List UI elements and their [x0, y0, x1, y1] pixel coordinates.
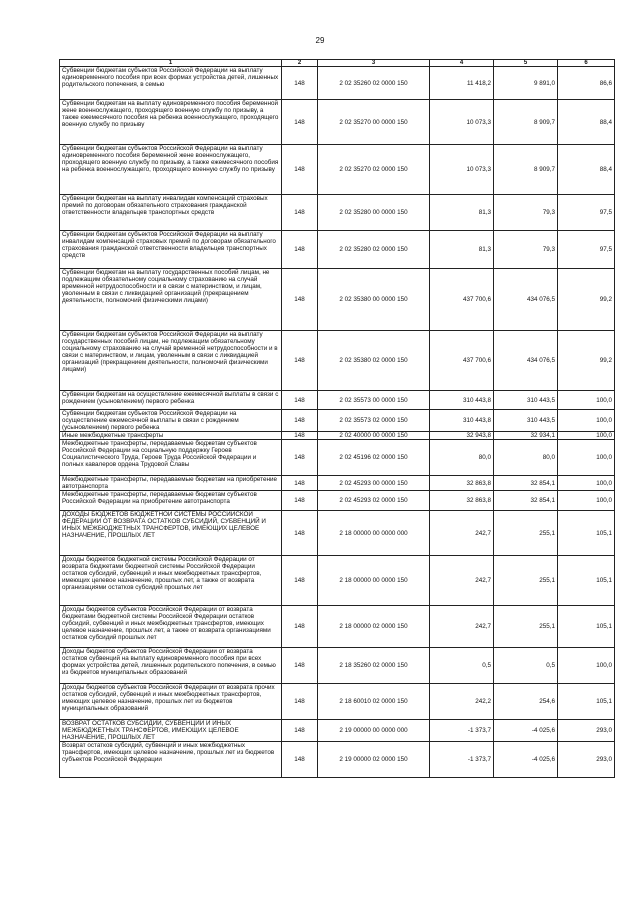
cell-code: 2 19 00000 02 0000 150 — [318, 742, 430, 778]
table-row — [60, 391, 615, 410]
cell-code: 2 02 35573 02 0000 150 — [318, 410, 430, 432]
cell-code: 2 02 45196 02 0000 150 — [318, 440, 430, 476]
header-row — [60, 60, 615, 67]
table-row — [60, 556, 615, 606]
cell-name: Субвенции бюджетам субъектов Российской Федерации на выплату единовременного пособия при всех формах устройства детей, лишенных родительского попечения, в семью — [60, 67, 282, 100]
cell-code: 2 02 45293 00 0000 150 — [318, 476, 430, 491]
cell-pct: 100,0 — [558, 440, 615, 476]
cell-admin: 148 — [282, 67, 318, 100]
table-row — [60, 684, 615, 720]
cell-admin: 148 — [282, 511, 318, 556]
cell-code: 2 02 35380 00 0000 150 — [318, 269, 430, 331]
cell-pct: 97,5 — [558, 195, 615, 231]
cell-fact: 255,1 — [494, 606, 558, 648]
cell-code: 2 19 00000 00 0000 000 — [318, 720, 430, 742]
cell-plan: 437 700,6 — [430, 269, 494, 331]
table-row — [60, 440, 615, 476]
cell-plan: 32 863,8 — [430, 491, 494, 511]
cell-code: 2 02 35270 02 0000 150 — [318, 145, 430, 195]
cell-pct: 105,1 — [558, 511, 615, 556]
cell-plan: 81,3 — [430, 195, 494, 231]
cell-plan: -1 373,7 — [430, 742, 494, 778]
cell-admin: 148 — [282, 195, 318, 231]
cell-admin: 148 — [282, 720, 318, 742]
cell-pct: 88,4 — [558, 100, 615, 145]
header-cell: 6 — [558, 60, 615, 67]
cell-name: Возврат остатков субсидий, субвенций и иных межбюджетных трансфертов, имеющих целевое назначение, прошлых лет из бюджетов субъектов Российской Федерации — [60, 742, 282, 778]
cell-pct: 100,0 — [558, 410, 615, 432]
cell-fact: 255,1 — [494, 556, 558, 606]
cell-code: 2 02 35573 00 0000 150 — [318, 391, 430, 410]
cell-pct: 86,6 — [558, 67, 615, 100]
cell-name: Доходы бюджетов субъектов Российской Федерации от возврата остатков субвенций на выплату единовременного пособия при всех формах устройства детей, лишенных родительского попечения, в семью из бюджетов муниципальных образований — [60, 648, 282, 684]
cell-code: 2 02 35270 00 0000 150 — [318, 100, 430, 145]
table-row — [60, 511, 615, 556]
cell-pct: 99,2 — [558, 331, 615, 391]
cell-fact: 434 076,5 — [494, 331, 558, 391]
header-cell: 5 — [494, 60, 558, 67]
cell-plan: 10 073,3 — [430, 145, 494, 195]
cell-fact: 310 443,5 — [494, 391, 558, 410]
table-row — [60, 231, 615, 269]
cell-code: 2 02 40000 00 0000 150 — [318, 432, 430, 440]
cell-name: Межбюджетные трансферты, передаваемые бюджетам субъектов Российской Федерации на социальную поддержку Героев Социалистического Труда, Героев Труда Российской Федерации и полных кавалеров ордена Трудовой Славы — [60, 440, 282, 476]
cell-fact: 255,1 — [494, 511, 558, 556]
header-cell: 2 — [282, 60, 318, 67]
cell-code: 2 18 35260 02 0000 150 — [318, 648, 430, 684]
cell-fact: 8 909,7 — [494, 100, 558, 145]
cell-plan: -1 373,7 — [430, 720, 494, 742]
cell-admin: 148 — [282, 476, 318, 491]
header-cell: 1 — [60, 60, 282, 67]
cell-name: Субвенции бюджетам субъектов Российской Федерации на осуществление ежемесячной выплаты в связи с рождением (усыновлением) первого ребенка — [60, 410, 282, 432]
cell-name: Субвенции бюджетам субъектов Российской Федерации на выплату единовременного пособия беременной жене военнослужащего, проходящего военную службу по призыву, а также ежемесячного пособия на ребенка военнослужащего, проходящего военную службу по призыву — [60, 145, 282, 195]
cell-admin: 148 — [282, 145, 318, 195]
cell-pct: 293,0 — [558, 720, 615, 742]
cell-fact: 79,3 — [494, 231, 558, 269]
cell-plan: 242,7 — [430, 511, 494, 556]
cell-code: 2 18 60010 02 0000 150 — [318, 684, 430, 720]
cell-fact: 254,6 — [494, 684, 558, 720]
cell-admin: 148 — [282, 410, 318, 432]
table-row — [60, 491, 615, 511]
cell-name: ВОЗВРАТ ОСТАТКОВ СУБСИДИЙ, СУБВЕНЦИЙ И ИНЫХ МЕЖБЮДЖЕТНЫХ ТРАНСФЕРТОВ, ИМЕЮЩИХ ЦЕЛЕВОЕ НАЗНАЧЕНИЕ, ПРОШЛЫХ ЛЕТ — [60, 720, 282, 742]
table-row — [60, 742, 615, 778]
cell-pct: 100,0 — [558, 432, 615, 440]
cell-pct: 100,0 — [558, 491, 615, 511]
cell-fact: 32 854,1 — [494, 491, 558, 511]
table-row — [60, 67, 615, 100]
cell-fact: 310 443,5 — [494, 410, 558, 432]
cell-code: 2 18 00000 00 0000 000 — [318, 511, 430, 556]
cell-pct: 105,1 — [558, 556, 615, 606]
cell-name: ДОХОДЫ БЮДЖЕТОВ БЮДЖЕТНОЙ СИСТЕМЫ РОССИЙСКОЙ ФЕДЕРАЦИИ ОТ ВОЗВРАТА ОСТАТКОВ СУБСИДИЙ, СУБВЕНЦИЙ И ИНЫХ МЕЖБЮДЖЕТНЫХ ТРАНСФЕРТОВ, ИМЕЮЩИХ ЦЕЛЕВОЕ НАЗНАЧЕНИЕ, ПРОШЛЫХ ЛЕТ — [60, 511, 282, 556]
cell-fact: -4 025,6 — [494, 720, 558, 742]
cell-plan: 242,2 — [430, 684, 494, 720]
cell-code: 2 02 35380 02 0000 150 — [318, 331, 430, 391]
table-row — [60, 269, 615, 331]
header-cell: 4 — [430, 60, 494, 67]
cell-admin: 148 — [282, 269, 318, 331]
cell-pct: 100,0 — [558, 476, 615, 491]
cell-name: Субвенции бюджетам на выплату инвалидам компенсаций страховых премий по договорам обязательного страхования гражданской ответственности владельцев транспортных средств — [60, 195, 282, 231]
table-row — [60, 476, 615, 491]
cell-admin: 148 — [282, 331, 318, 391]
cell-plan: 242,7 — [430, 556, 494, 606]
cell-plan: 80,0 — [430, 440, 494, 476]
cell-name: Иные межбюджетные трансферты — [60, 432, 282, 440]
cell-admin: 148 — [282, 648, 318, 684]
cell-plan: 11 418,2 — [430, 67, 494, 100]
cell-pct: 105,1 — [558, 606, 615, 648]
cell-admin: 148 — [282, 491, 318, 511]
cell-pct: 293,0 — [558, 742, 615, 778]
table-row — [60, 145, 615, 195]
cell-name: Субвенции бюджетам субъектов Российской Федерации на выплату государственных пособий лицам, не подлежащим обязательному социальному страхованию на случай временной нетрудоспособности и в связи с материнством, и лицам, уволенным в связи с ликвидацией организаций (прекращением деятельности, полномочий физическими лицами) — [60, 331, 282, 391]
table-row — [60, 195, 615, 231]
cell-plan: 81,3 — [430, 231, 494, 269]
cell-fact: 32 854,1 — [494, 476, 558, 491]
cell-name: Субвенции бюджетам на выплату единовременного пособия беременной жене военнослужащего, проходящего военную службу по призыву, а также ежемесячного пособия на ребенка военнослужащего, проходящего военную службу по призыву — [60, 100, 282, 145]
cell-fact: 32 934,1 — [494, 432, 558, 440]
cell-name: Доходы бюджетов субъектов Российской Федерации от возврата бюджетами бюджетной системы Российской Федерации остатков субсидий, субвенций и иных межбюджетных трансфертов, имеющих целевое назначение, прошлых лет, а также от возврата организациями остатков субсидий прошлых лет — [60, 606, 282, 648]
cell-pct: 100,0 — [558, 648, 615, 684]
cell-fact: -4 025,6 — [494, 742, 558, 778]
cell-code: 2 18 00000 00 0000 150 — [318, 556, 430, 606]
cell-admin: 148 — [282, 742, 318, 778]
cell-name: Доходы бюджетов субъектов Российской Федерации от возврата прочих остатков субсидий, субвенций и иных межбюджетных трансфертов, имеющих целевое назначение, прошлых лет из бюджетов муниципальных образований — [60, 684, 282, 720]
cell-plan: 437 700,6 — [430, 331, 494, 391]
cell-plan: 32 943,8 — [430, 432, 494, 440]
cell-plan: 10 073,3 — [430, 100, 494, 145]
table-row — [60, 331, 615, 391]
cell-admin: 148 — [282, 231, 318, 269]
cell-code: 2 02 35260 02 0000 150 — [318, 67, 430, 100]
table-row — [60, 720, 615, 742]
cell-fact: 80,0 — [494, 440, 558, 476]
cell-fact: 8 909,7 — [494, 145, 558, 195]
cell-name: Межбюджетные трансферты, передаваемые бюджетам на приобретение автотранспорта — [60, 476, 282, 491]
cell-admin: 148 — [282, 391, 318, 410]
table-row — [60, 100, 615, 145]
cell-pct: 105,1 — [558, 684, 615, 720]
table-row — [60, 410, 615, 432]
table-row — [60, 606, 615, 648]
cell-code: 2 18 00000 02 0000 150 — [318, 606, 430, 648]
cell-admin: 148 — [282, 440, 318, 476]
cell-name: Межбюджетные трансферты, передаваемые бюджетам субъектов Российской Федерации на приобретение автотранспорта — [60, 491, 282, 511]
cell-name: Субвенции бюджетам субъектов Российской Федерации на выплату инвалидам компенсаций страховых премий по договорам обязательного страхования гражданской ответственности владельцев транспортных средств — [60, 231, 282, 269]
cell-admin: 148 — [282, 100, 318, 145]
cell-fact: 9 891,0 — [494, 67, 558, 100]
cell-fact: 0,5 — [494, 648, 558, 684]
cell-pct: 100,0 — [558, 391, 615, 410]
cell-pct: 99,2 — [558, 269, 615, 331]
cell-plan: 242,7 — [430, 606, 494, 648]
cell-plan: 32 863,8 — [430, 476, 494, 491]
table-row — [60, 432, 615, 440]
cell-admin: 148 — [282, 556, 318, 606]
budget-table — [59, 59, 615, 778]
cell-plan: 310 443,8 — [430, 410, 494, 432]
header-cell: 3 — [318, 60, 430, 67]
cell-code: 2 02 35280 02 0000 150 — [318, 231, 430, 269]
cell-admin: 148 — [282, 684, 318, 720]
cell-name: Субвенции бюджетам на выплату государственных пособий лицам, не подлежащим обязательному социальному страхованию на случай временной нетрудоспособности и в связи с материнством, и лицам, уволенным в связи с ликвидацией организаций (прекращением деятельности, полномочий физическими лицами) — [60, 269, 282, 331]
cell-admin: 148 — [282, 432, 318, 440]
cell-code: 2 02 45293 02 0000 150 — [318, 491, 430, 511]
cell-pct: 97,5 — [558, 231, 615, 269]
cell-fact: 79,3 — [494, 195, 558, 231]
page-number: 29 — [315, 36, 325, 45]
cell-name: Субвенции бюджетам на осуществление ежемесячной выплаты в связи с рождением (усыновлением) первого ребенка — [60, 391, 282, 410]
table-row — [60, 648, 615, 684]
cell-pct: 88,4 — [558, 145, 615, 195]
cell-name: Доходы бюджетов бюджетной системы Российской Федерации от возврата бюджетами бюджетной системы Российской Федерации остатков субсидий, субвенций и иных межбюджетных трансфертов, имеющих целевое назначение, прошлых лет, а также от возврата организациями остатков субсидий прошлых лет — [60, 556, 282, 606]
cell-plan: 310 443,8 — [430, 391, 494, 410]
cell-admin: 148 — [282, 606, 318, 648]
cell-code: 2 02 35280 00 0000 150 — [318, 195, 430, 231]
cell-fact: 434 076,5 — [494, 269, 558, 331]
cell-plan: 0,5 — [430, 648, 494, 684]
